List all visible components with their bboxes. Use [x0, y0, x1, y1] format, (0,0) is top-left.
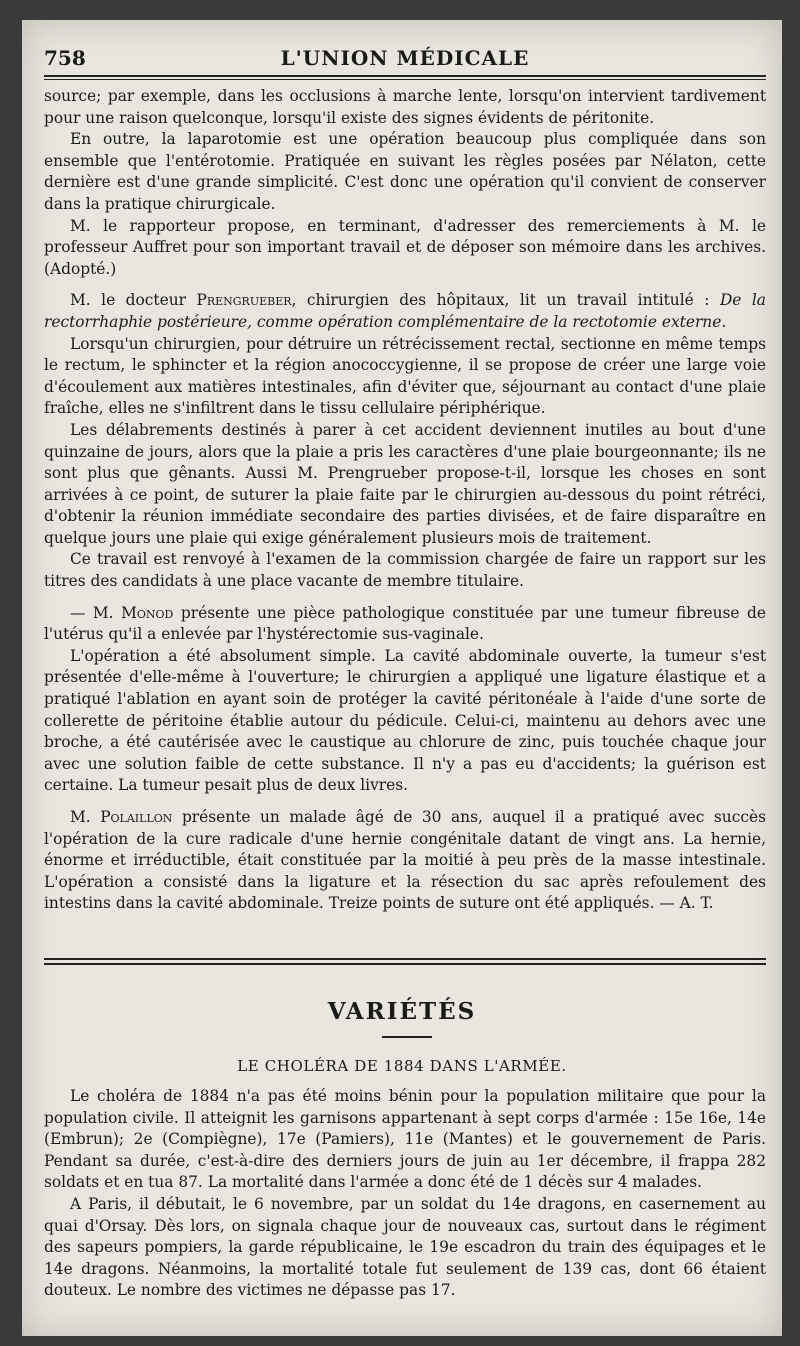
paragraph: A Paris, il débutait, le 6 novembre, par un soldat du 14e dragons, en casernement au quai d'Orsay. Dès lors, on signala chaque jour de nouveaux cas, surtout dans le régiment des sapeurs pompiers, la garde républicaine, le 19e escadron du train des équipages et le 14e dragons. Néanmoins, la mortalité totale fut seulement de 139 cas, dont 66 étaient douteux. Le nombre des victimes ne dépasse pas 17. — [44, 1194, 766, 1300]
prengrueber-paragraph — [44, 290, 766, 333]
author-name: Monod — [121, 603, 174, 622]
header-rule-thin — [44, 79, 766, 80]
paragraph: Les délabrements destinés à parer à cet accident deviennent inutiles au bout d'une quinzaine de jours, alors que la plaie a pris les caractères d'une plaie bourgeonnante; ils ne sont plus que gênants. Aussi M. Prengrueber propose-t-il, lorsque les choses en sont arrivées à ce point, de suturer la plaie faite par le chirurgien au-dessous du point rétréci, d'obtenir la réunion immédiate secondaire des parties divisées, et de faire disparaître en quelque jours une plaie qui exige généralement plusieurs mois de traitement. — [44, 420, 766, 547]
paragraph: L'opération a été absolument simple. La cavité abdominale ouverte, la tumeur s'est présentée d'elle-même à l'ouverture; le chirurgien a appliqué une ligature élastique et a pratiqué l'ablation en ayant soin de protéger la cavité péritonéale à l'aide d'une sorte de collerette de péritoine établie autour du pédicule. Celui-ci, maintenu au dehors avec une broche, a été cautérisée avec le caustique au chlorure de zinc, puis touchée chaque jour avec une solution faible de cette substance. Il n'y a pas eu d'accidents; la guérison est certaine. La tumeur pesait plus de deux livres. — [44, 646, 766, 795]
header-rule — [44, 75, 766, 77]
section-title: VARIÉTÉS — [327, 998, 477, 1025]
polaillon-lead: M. — [70, 808, 91, 826]
running-head: L'UNION MÉDICALE — [280, 46, 530, 70]
prengrueber-text: , chirurgien des hôpitaux, lit un travail intitulé : — [291, 291, 710, 310]
page-number: 758 — [44, 46, 86, 70]
article-text — [44, 1086, 766, 1302]
paragraph: source; par exemple, dans les occlusions à marche lente, lorsqu'on intervient tardivement pour une raison quelconque, lorsqu'il existe des signes évidents de péritonite. — [44, 87, 766, 127]
section-rule — [44, 958, 766, 960]
paragraph: Ce travail est renvoyé à l'examen de la commission chargée de faire un rapport sur les titres des candidats à une place vacante de membre titulaire. — [44, 550, 766, 591]
page-header — [44, 40, 766, 74]
paragraph: Le choléra de 1884 n'a pas été moins bénin pour la population militaire que pour la population civile. Il atteignit les garnisons appartenant à sept corps d'armée : 15e 16e, 14e (Embrun); 2e (Compiègne), 17e (Pamiers), 11e (Mantes) et le gouvernement de Paris. Pendant sa durée, c'est-à-dire des derniers jours de juin au 1er décembre, il frappa 282 soldats et en tua 87. La mortalité dans l'armée a donc été de 1 décès sur 4 malades. — [44, 1087, 766, 1192]
main-text — [44, 86, 766, 915]
author-name: Polaillon — [100, 808, 173, 826]
prengrueber-lead: M. le docteur — [70, 291, 186, 310]
monod-lead: — M. — [70, 603, 114, 622]
monod-paragraph — [44, 603, 766, 646]
polaillon-paragraph — [44, 807, 766, 915]
work-title: De la rectorrhaphie postérieure, comme opération complémentaire de la rectotomie externe. — [44, 291, 766, 331]
journal-page — [22, 20, 782, 1336]
monod-text: présente une pièce pathologique constituée par une tumeur fibreuse de l'utérus qu'il a enlevée par l'hystérectomie sus-vaginale. — [44, 603, 766, 644]
paragraph: En outre, la laparotomie est une opération beaucoup plus compliquée dans son ensemble que l'entérotomie. Pratiquée en suivant les règles posées par Nélaton, cette dernière est d'une grande simplicité. C'est donc une opération qu'il convient de conserver dans la pratique chirurgicale. — [44, 130, 766, 213]
title-ornament-rule — [382, 1036, 432, 1038]
paragraph: M. le rapporteur propose, en terminant, d'adresser des remerciements à M. le professeur Auffret pour son important travail et de déposer son mémoire dans les archives. (Adopté.) — [44, 216, 766, 278]
author-name: Prengrueber — [196, 291, 292, 310]
section-rule-2 — [44, 963, 766, 965]
article-title: LE CHOLÉRA DE 1884 DANS L'ARMÉE. — [237, 1057, 567, 1075]
paragraph: Lorsqu'un chirurgien, pour détruire un rétrécissement rectal, sectionne en même temps le rectum, le sphincter et la région anococcygienne, il se propose de créer une large voie d'écoulement aux matières intestinales, afin d'éviter que, séjournant au contact d'une plaie fraîche, elles ne s'infiltrent dans le tissu cellulaire périphérique. — [44, 334, 766, 418]
polaillon-text: présente un malade âgé de 30 ans, auquel il a pratiqué avec succès l'opération de la cure radicale d'une hernie congénitale datant de vingt ans. La hernie, énorme et irréductible, était constituée par la moitié à peu près de la masse intestinale. L'opération a consisté dans la ligature et la résection du sac après refoulement des intestins dans la cavité abdominale. Treize points de suture ont été appliqués. — A. T. — [44, 808, 766, 913]
